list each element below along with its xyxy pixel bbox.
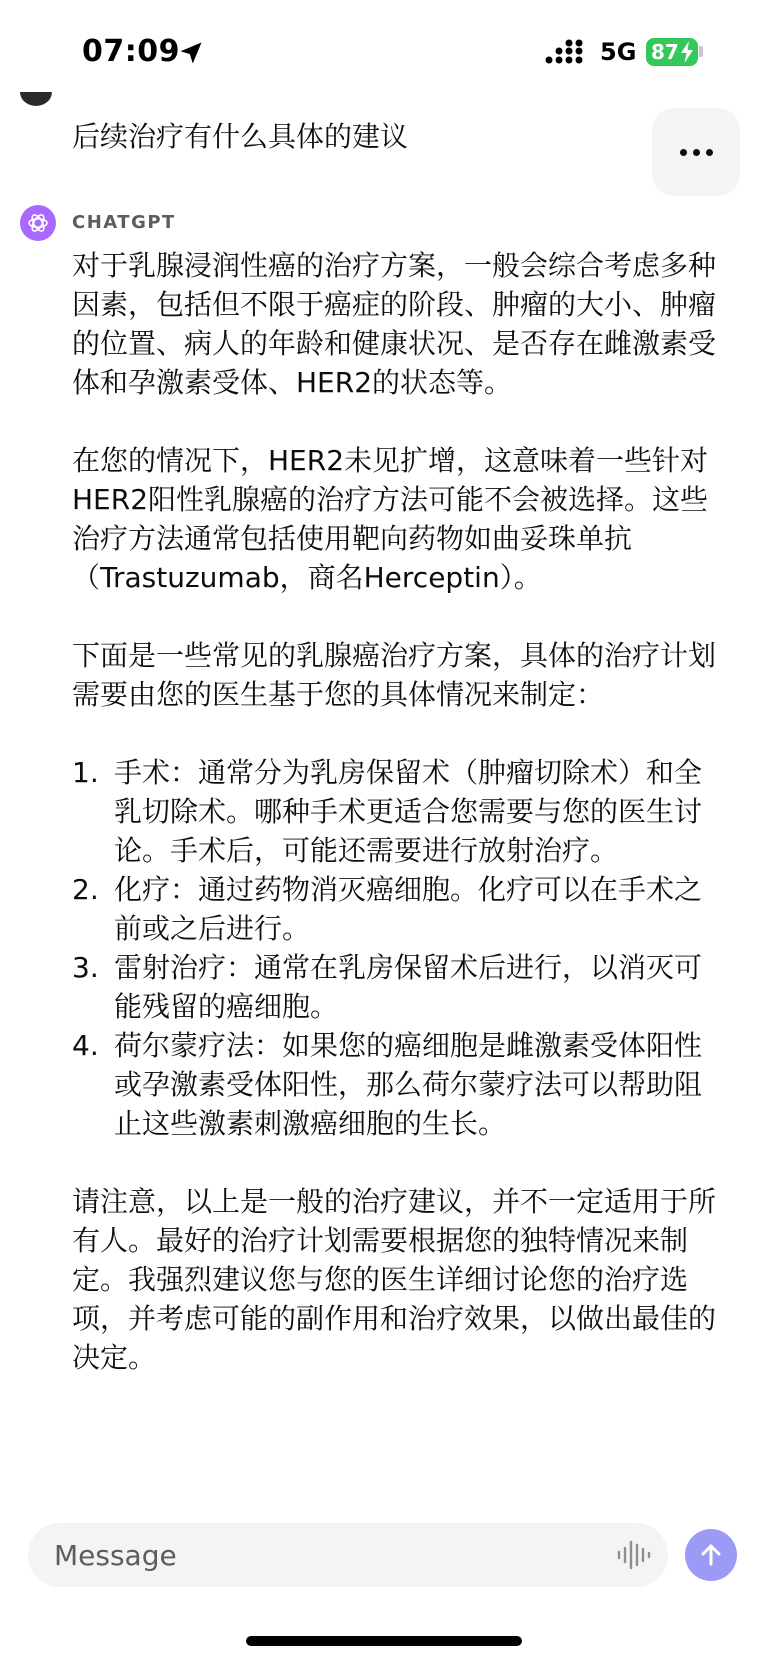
status-bar	[0, 0, 768, 96]
list-number: 1.	[72, 756, 99, 789]
assistant-response	[72, 246, 722, 1377]
network-type: 5G	[600, 38, 637, 66]
message-composer	[28, 1523, 668, 1587]
arrow-up-icon	[697, 1541, 725, 1569]
list-text: 荷尔蒙疗法：如果您的癌细胞是雌激素受体阳性或孕激素受体阳性，那么荷尔蒙疗法可以帮助阻止这些激素刺激癌细胞的生长。	[114, 1029, 703, 1140]
ellipsis-icon	[680, 149, 713, 156]
battery-tip	[699, 46, 703, 57]
status-time: 07:09	[82, 34, 180, 69]
list-item	[72, 870, 722, 948]
location-arrow-icon	[177, 39, 205, 67]
response-paragraph: 对于乳腺浸润性癌的治疗方案，一般会综合考虑多种因素，包括但不限于癌症的阶段、肿瘤的大小、肿瘤的位置、病人的年龄和健康状况、是否存在雌激素受体和孕激素受体、HER2的状态等。	[72, 249, 717, 399]
signal-icon	[545, 39, 587, 65]
list-number: 2.	[72, 873, 99, 906]
assistant-label: CHATGPT	[72, 212, 176, 233]
list-text: 雷射治疗：通常在乳房保留术后进行，以消灭可能残留的癌细胞。	[114, 951, 703, 1023]
list-item	[72, 753, 722, 870]
treatment-list	[72, 753, 722, 1143]
more-options-button[interactable]	[652, 108, 740, 196]
message-input[interactable]	[54, 1523, 584, 1587]
home-indicator	[246, 1636, 522, 1646]
openai-logo-icon	[26, 211, 50, 235]
charging-bolt-icon	[680, 41, 694, 63]
user-message: 后续治疗有什么具体的建议	[72, 120, 409, 153]
list-number: 3.	[72, 951, 99, 984]
chatgpt-avatar	[20, 205, 56, 241]
list-number: 4.	[72, 1029, 99, 1062]
list-text: 化疗：通过药物消灭癌细胞。化疗可以在手术之前或之后进行。	[114, 873, 703, 945]
response-closing: 请注意，以上是一般的治疗建议，并不一定适用于所有人。最好的治疗计划需要根据您的独特情况来制定。我强烈建议您与您的医生详细讨论您的治疗选项，并考虑可能的副作用和治疗效果，以做出最佳的决定。	[72, 1185, 717, 1374]
list-item	[72, 948, 722, 1026]
response-paragraph: 下面是一些常见的乳腺癌治疗方案，具体的治疗计划需要由您的医生基于您的具体情况来制定：	[72, 639, 717, 711]
send-button[interactable]	[685, 1529, 737, 1581]
battery-level: 87	[651, 40, 679, 64]
response-paragraph: 在您的情况下，HER2未见扩增，这意味着一些针对HER2阳性乳腺癌的治疗方法可能不会被选择。这些治疗方法通常包括使用靶向药物如曲妥珠单抗（Trastuzumab，商名Herceptin）。	[72, 444, 709, 594]
list-text: 手术：通常分为乳房保留术（肿瘤切除术）和全乳切除术。哪种手术更适合您需要与您的医生讨论。手术后，可能还需要进行放射治疗。	[114, 756, 703, 867]
list-item	[72, 1026, 722, 1143]
voice-waveform-icon[interactable]	[616, 1539, 652, 1571]
